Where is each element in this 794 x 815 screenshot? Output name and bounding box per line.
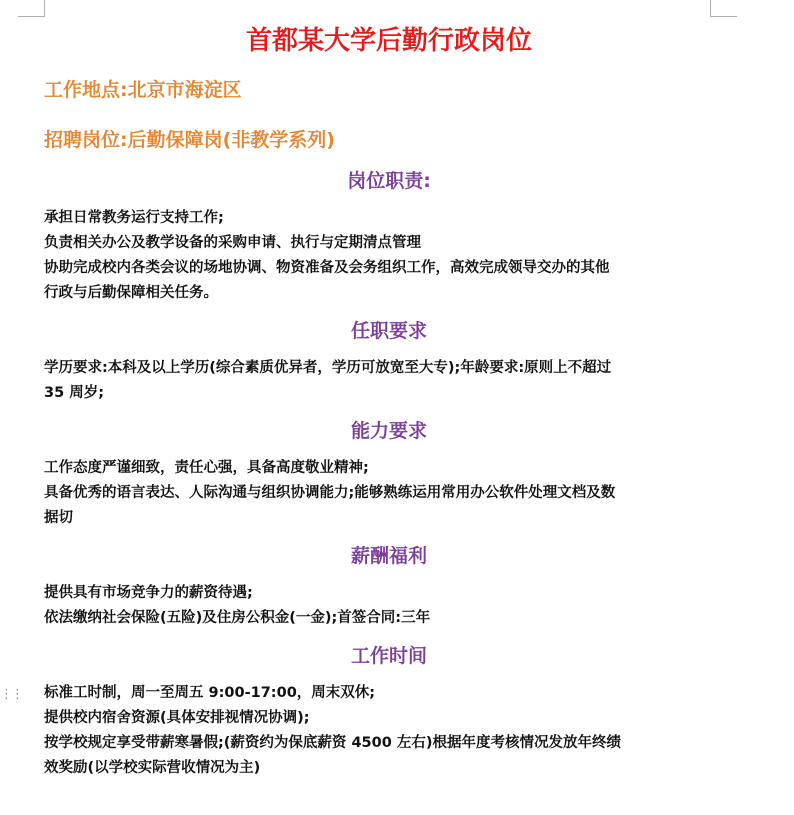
section-heading: 岗位职责: bbox=[347, 170, 431, 192]
section-duties bbox=[44, 166, 734, 306]
body-line: 提供校内宿舍资源(具体安排视情况协调); bbox=[44, 710, 310, 726]
body-line: 按学校规定享受带薪寒暑假;(薪资约为保底薪资 4500 左右)根据年度考核情况发放年终绩 bbox=[44, 735, 622, 751]
body-line: 效奖励(以学校实际营收情况为主) bbox=[44, 760, 261, 776]
body-line: 35 周岁; bbox=[44, 385, 105, 401]
document-title: 首都某大学后勤行政岗位 bbox=[245, 26, 532, 56]
body-line: 学历要求:本科及以上学历(综合素质优异者，学历可放宽至大专);年龄要求:原则上不超过 bbox=[44, 360, 612, 376]
section-heading: 任职要求 bbox=[350, 320, 427, 342]
body-line: 承担日常教务运行支持工作; bbox=[44, 210, 224, 226]
body-line: 协助完成校内各类会议的场地协调、物资准备及会务组织工作，高效完成领导交办的其他 bbox=[44, 260, 610, 276]
body-line: 据切 bbox=[44, 510, 73, 526]
section-abilities bbox=[44, 416, 734, 531]
section-heading: 薪酬福利 bbox=[350, 545, 427, 567]
section-requirements bbox=[44, 316, 734, 406]
recruit-position: 招聘岗位:后勤保障岗(非教学系列) bbox=[44, 129, 335, 151]
body-line: 行政与后勤保障相关任务。 bbox=[44, 285, 218, 301]
section-heading: 能力要求 bbox=[350, 420, 427, 442]
work-location: 工作地点:北京市海淀区 bbox=[44, 79, 242, 101]
body-line: 标准工时制，周一至周五 9:00-17:00，周末双休; bbox=[44, 685, 376, 701]
body-line: 工作态度严谨细致，责任心强，具备高度敬业精神; bbox=[44, 460, 369, 476]
body-line: 负责相关办公及教学设备的采购申请、执行与定期清点管理 bbox=[44, 235, 421, 251]
section-work-hours bbox=[44, 641, 734, 781]
body-line: 依法缴纳社会保险(五险)及住房公积金(一金);首签合同:三年 bbox=[44, 610, 431, 626]
crop-mark-top-right bbox=[710, 0, 737, 17]
crop-mark-top-left bbox=[18, 0, 45, 17]
document-page bbox=[44, 18, 734, 791]
drag-handle-icon[interactable]: ⋮⋮ bbox=[0, 687, 22, 702]
body-line: 具备优秀的语言表达、人际沟通与组织协调能力;能够熟练运用常用办公软件处理文档及数 bbox=[44, 485, 616, 501]
section-benefits bbox=[44, 541, 734, 631]
section-heading: 工作时间 bbox=[350, 645, 427, 667]
body-line: 提供具有市场竞争力的薪资待遇; bbox=[44, 585, 253, 601]
